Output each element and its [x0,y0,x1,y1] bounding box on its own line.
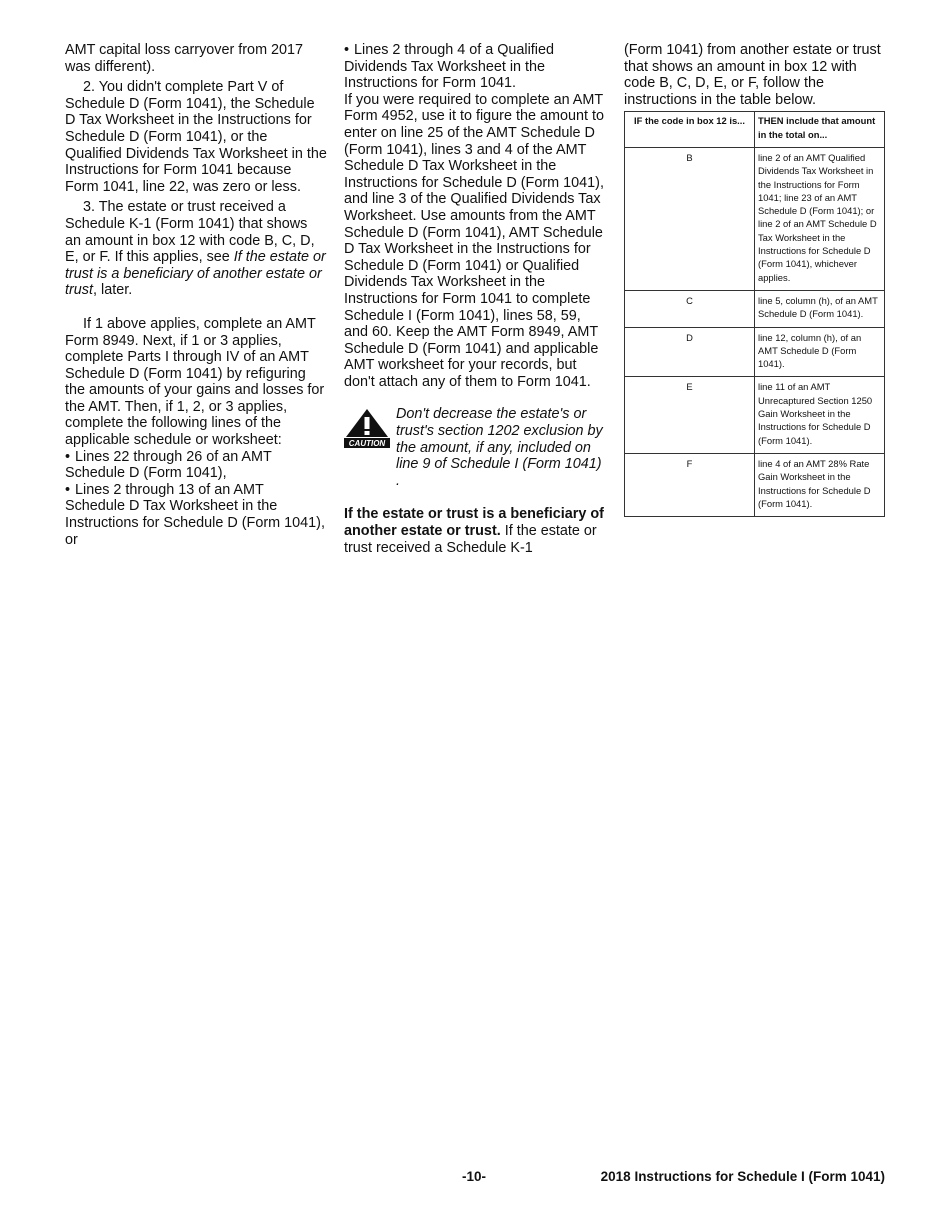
caution-note [344,406,608,489]
paragraph-if-1-applies: If 1 above applies, complete an AMT Form 8949. Next, if 1 or 3 applies, complete Parts I through IV of an AMT Schedule D (Form 1041) by refiguring the amounts of your gains and losses for the AMT. Then, if 1, 2, or 3 applies, complete the following lines of the applicable schedule or worksheet: [65,315,325,449]
list-item-bullet-3: • Lines 2 through 4 of a Qualified Dividends Tax Worksheet in the Instructions for Form 1041. [344,42,608,92]
table-cell-code: D [625,327,755,377]
table-header-include: THEN include that amount in the total on... [755,112,885,148]
column-right [624,42,888,517]
paragraph-table-intro: (Form 1041) from another estate or trust that shows an amount in box 12 with code B, C, D, E, or F, follow the instructions in the table below. [624,42,881,108]
footer-title: 2018 Instructions for Schedule I (Form 1041) [600,1169,885,1184]
table-cell-code: C [625,290,755,327]
beneficiary-text: If the estate or trust received a Schedule K-1 [344,523,597,556]
table-row [625,147,885,290]
table-cell-code: F [625,453,755,516]
column-left [65,42,327,548]
paragraph-item-2: 2. You didn't complete Part V of Schedule D (Form 1041), the Schedule D Tax Worksheet in the Instructions for Schedule D (Form 1041), or the Qualified Dividends Tax Worksheet in the Instructions for Form 1041 because Form 1041, line 22, was zero or less. [65,79,327,195]
table-row [625,453,885,516]
paragraph-form-4952: If you were required to complete an AMT Form 4952, use it to figure the amount to enter on line 25 of the AMT Schedule D (Form 1041), lines 3 and 4 of the AMT Schedule D Tax Worksheet in the Instructions for Schedule D (Form 1041), and line 3 of the Qualified Dividends Tax Worksheet. Use amounts from the AMT Schedule D (Form 1041), AMT Schedule D Tax Worksheet in the Instructions for Schedule D (Form 1041) or Qualified Dividends Tax Worksheet in the Instructions for Form 1041 to complete Schedule I (Form 1041), lines 58, 59, and 60. Keep the AMT Form 8949, AMT Schedule D (Form 1041) and applicable AMT worksheet for your records, but don't attach any of them to Form 1041. [344,91,604,390]
table-header-row [625,112,885,148]
paragraph-beneficiary [344,506,608,556]
table-row [625,327,885,377]
table-cell-desc: line 11 of an AMT Unrecaptured Section 1250 Gain Worksheet in the Instructions for Schedule D (Form 1041). [755,377,885,453]
caution-label: CAUTION [348,439,386,449]
list-item-bullet-2: • Lines 2 through 13 of an AMT Schedule D Tax Worksheet in the Instructions for Schedule D (Form 1041), or [65,482,327,548]
box-12-code-table [624,111,885,517]
item-3-end: , later. [93,282,133,299]
column-middle [344,42,608,556]
table-cell-desc: line 5, column (h), of an AMT Schedule D (Form 1041). [755,290,885,327]
paragraph-item-3 [65,199,327,299]
table-cell-code: E [625,377,755,453]
table-header-code: IF the code in box 12 is... [625,112,755,148]
list-item-bullet-1: • Lines 22 through 26 of an AMT Schedule D (Form 1041), [65,449,327,482]
caution-text: Don't decrease the estate's or trust's section 1202 exclusion by the amount, if any, included on line 9 of Schedule I (Form 1041) . [396,406,603,489]
table-cell-desc: line 4 of an AMT 28% Rate Gain Worksheet in the Instructions for Schedule D (Form 1041). [755,453,885,516]
page-number: -10- [462,1169,487,1184]
paragraph-carryover: AMT capital loss carryover from 2017 was different). [65,42,304,75]
run-in-heading: If the estate or trust is a beneficiary of another estate or trust. [344,506,604,540]
table-row [625,290,885,327]
table-row [625,377,885,453]
table-cell-code: B [625,147,755,290]
table-cell-desc: line 12, column (h), of an AMT Schedule D (Form 1041). [755,327,885,377]
caution-icon [344,408,390,448]
table-cell-desc: line 2 of an AMT Qualified Dividends Tax Worksheet in the Instructions for Form 1041; line 23 of an AMT Schedule D (Form 1041); or line 2 of an AMT Schedule D Tax Worksheet in the Instructions for Schedule D (Form 1041), whichever applies. [755,147,885,290]
item-3-text: 3. The estate or trust received a Schedule K-1 (Form 1041) that shows an amount in box 12 with code B, C, D, E, or F. If this applies, see [65,199,315,266]
item-3-reference: If the estate or trust is a beneficiary of another estate or trust [65,249,326,299]
